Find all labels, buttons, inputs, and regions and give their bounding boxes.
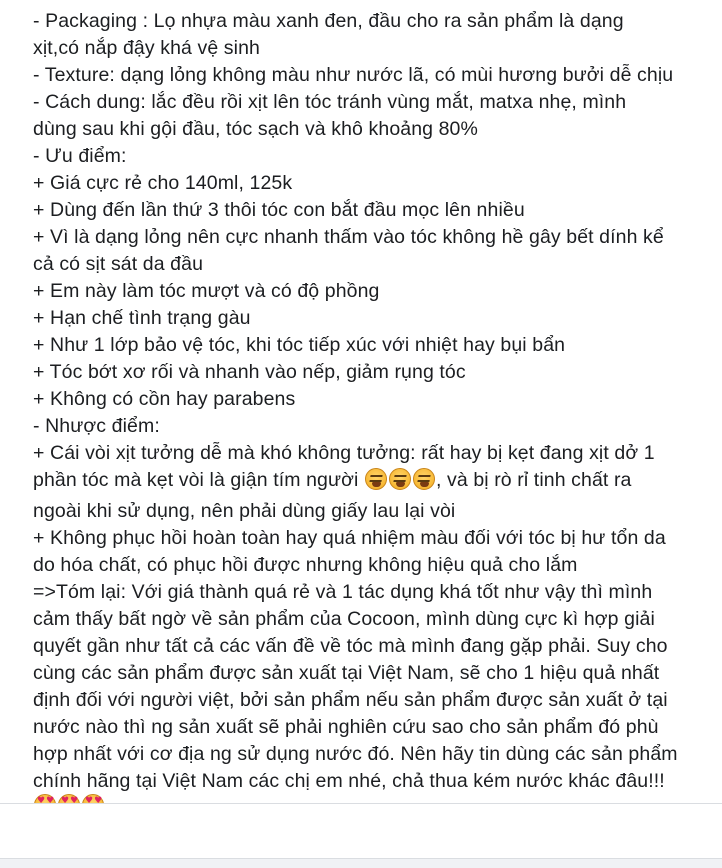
post-line: + Vì là dạng lỏng nên cực nhanh thấm vào tóc không hề gây bết dính kể: [33, 226, 664, 248]
post-line: quyết gần như tất cả các vấn đề về tóc mà mình đang gặp phải. Suy cho: [33, 635, 668, 657]
post-body: [33, 8, 693, 795]
post-line: + Hạn chế tình trạng gàu: [33, 307, 251, 329]
post-line: - Texture: dạng lỏng không màu như nước lã, có mùi hương bưởi dễ chịu: [33, 64, 674, 86]
tired-face-icon: [365, 468, 387, 490]
tired-face-icon: [389, 468, 411, 490]
post-line: + Không phục hồi hoàn toàn hay quá nhiệm màu đối với tóc bị hư tổn da: [33, 527, 666, 549]
section-divider: [0, 803, 722, 804]
post-line: + Dùng đến lần thứ 3 thôi tóc con bắt đầu mọc lên nhiều: [33, 199, 525, 221]
post-line: - Ưu điểm:: [33, 145, 127, 167]
emoji-line-after: , và bị rò rỉ tinh chất ra: [435, 469, 632, 491]
post-line: dùng sau khi gội đầu, tóc sạch và khô khoảng 80%: [33, 118, 478, 140]
emoji-line-before: phần tóc mà kẹt vòi là giận tím người: [33, 469, 364, 491]
post-line: chính hãng tại Việt Nam các chị em nhé, chả thua kém nước khác đâu!!!: [33, 770, 665, 792]
post-line: + Như 1 lớp bảo vệ tóc, khi tóc tiếp xúc với nhiệt hay bụi bẩn: [33, 334, 566, 356]
emoji-group: [364, 468, 436, 498]
tired-face-icon: [413, 468, 435, 490]
post-line: - Cách dung: lắc đều rồi xịt lên tóc tránh vùng mắt, matxa nhẹ, mình: [33, 91, 627, 113]
post-line: định đối với người việt, bởi sản phẩm nếu sản phẩm được sản xuất ở tại: [33, 689, 668, 711]
post-line: + Cái vòi xịt tưởng dễ mà khó không tưởng: rất hay bị kẹt đang xịt dở 1: [33, 442, 655, 464]
post-line: + Tóc bớt xơ rối và nhanh vào nếp, giảm rụng tóc: [33, 361, 466, 383]
post-line: cảm thấy bất ngờ về sản phẩm của Cocoon, mình dùng cực kì hợp giải: [33, 608, 655, 630]
post-line: hợp nhất với cơ địa ng sử dụng nước đó. Nên hãy tin dùng các sản phẩm: [33, 743, 678, 765]
post-line: nước nào thì ng sản xuất sẽ phải nghiên cứu sao cho sản phẩm đó phù: [33, 716, 659, 738]
post-line: + Không có cồn hay parabens: [33, 388, 296, 410]
post-line: xịt,có nắp đậy khá vệ sinh: [33, 37, 260, 59]
post-line-with-emoji: [33, 467, 693, 498]
post-line: =>Tóm lại: Với giá thành quá rẻ và 1 tác dụng khá tốt như vậy thì mình: [33, 581, 653, 603]
post-line: cả có sịt sát da đầu: [33, 253, 204, 275]
post-line: + Em này làm tóc mượt và có độ phồng: [33, 280, 380, 302]
post-line: - Nhược điểm:: [33, 415, 160, 437]
post-line: do hóa chất, có phục hồi được nhưng không hiệu quả cho lắm: [33, 554, 578, 576]
post-line: cùng các sản phẩm được sản xuất tại Việt Nam, sẽ cho 1 hiệu quả nhất: [33, 662, 660, 684]
post-line: - Packaging : Lọ nhựa màu xanh đen, đầu cho ra sản phẩm là dạng: [33, 10, 624, 32]
post-line: + Giá cực rẻ cho 140ml, 125k: [33, 172, 293, 194]
post-line: ngoài khi sử dụng, nên phải dùng giấy lau lại vòi: [33, 500, 456, 522]
